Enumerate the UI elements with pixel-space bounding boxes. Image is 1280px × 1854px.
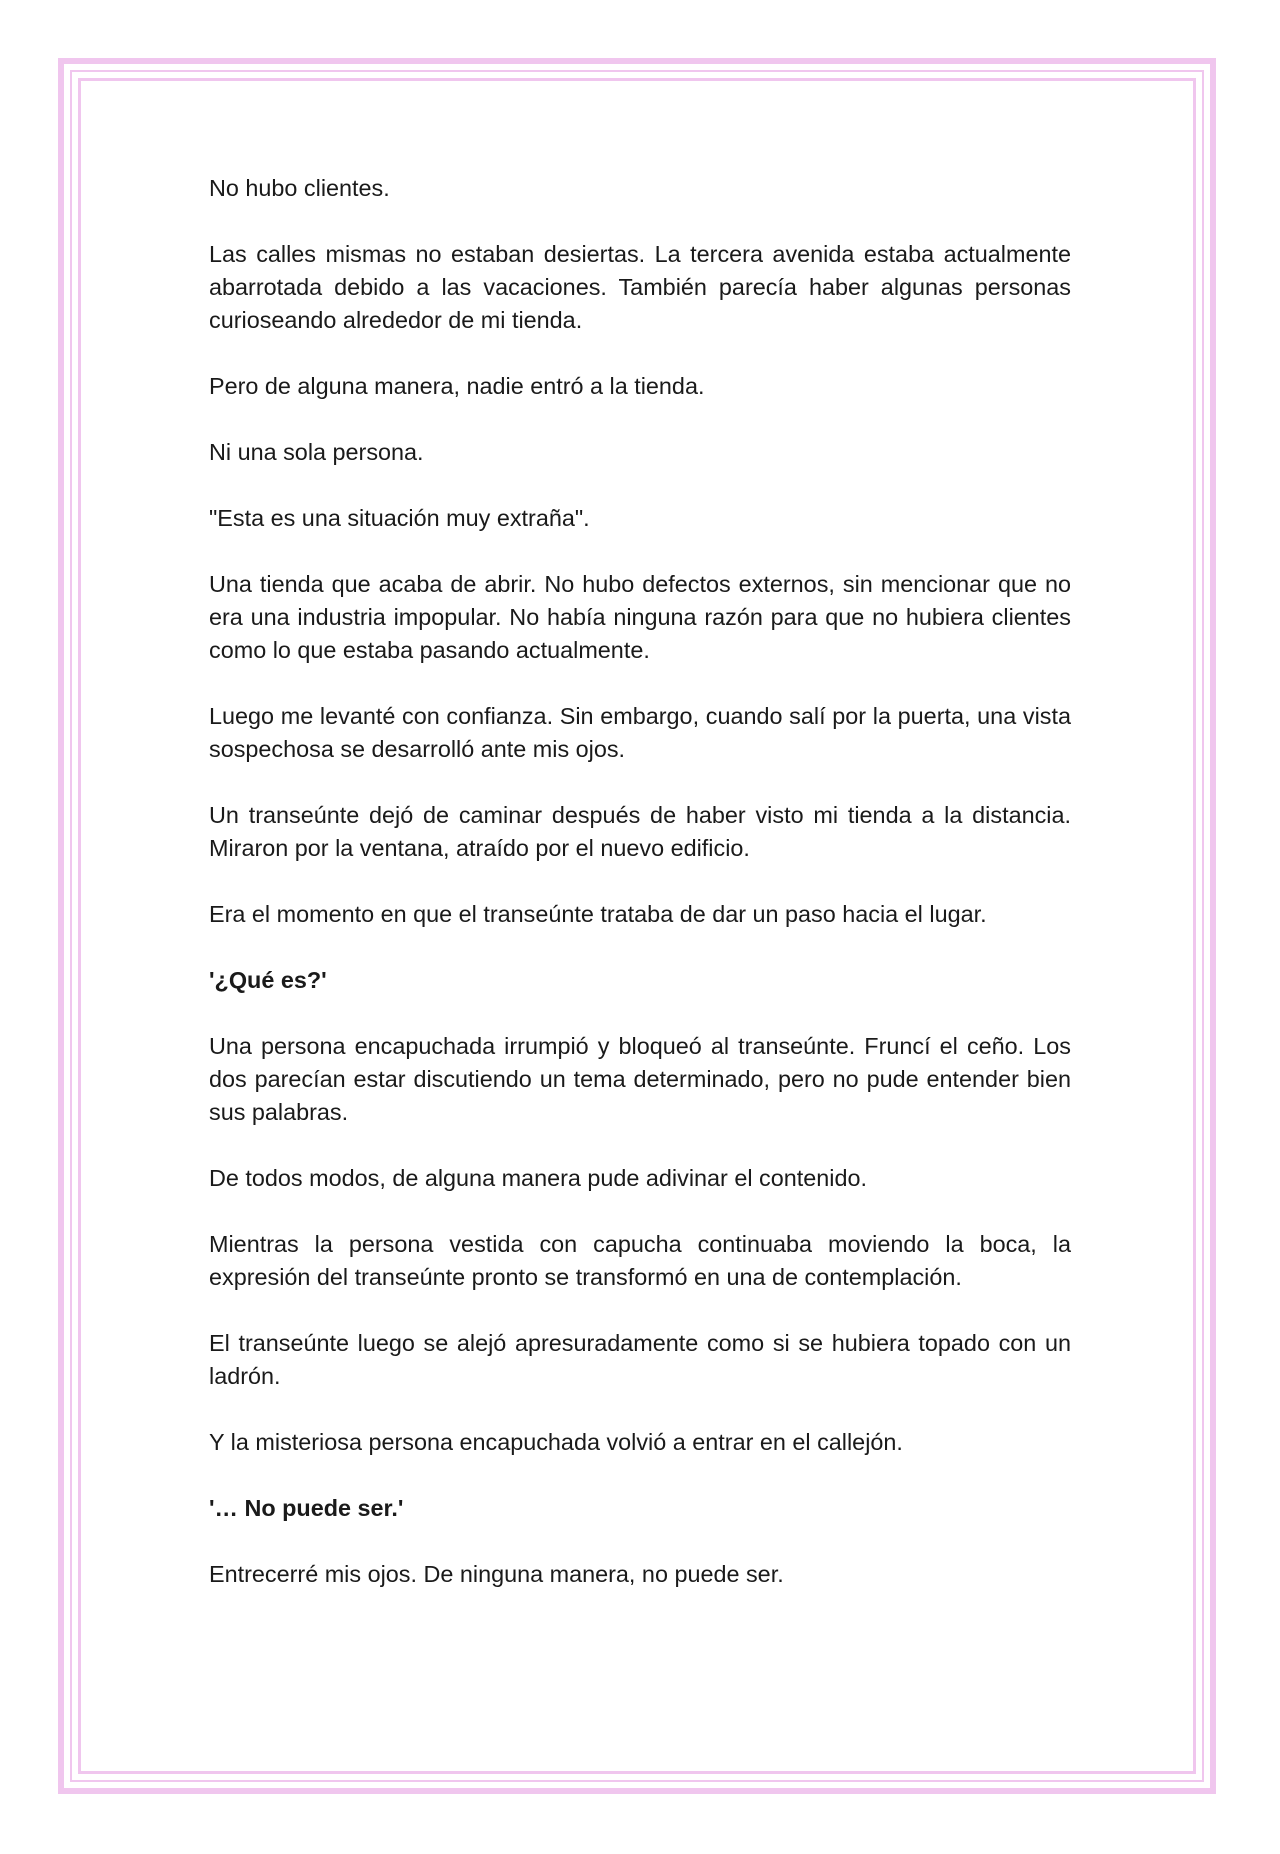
paragraph: Y la misteriosa persona encapuchada volvió a entrar en el callejón. bbox=[209, 1429, 903, 1455]
paragraph: Mientras la persona vestida con capucha continuaba moviendo la boca, la expresión del transeúnte pronto se transformó en una de contemplación. bbox=[209, 1231, 1071, 1290]
paragraph: Un transeúnte dejó de caminar después de haber visto mi tienda a la distancia. Miraron por la ventana, atraído por el nuevo edificio. bbox=[209, 802, 1071, 861]
paragraph: Las calles mismas no estaban desiertas. La tercera avenida estaba actualmente abarrotada debido a las vacaciones. También parecía haber algunas personas curioseando alrededor de mi tienda. bbox=[209, 241, 1071, 333]
paragraph: El transeúnte luego se alejó apresuradamente como si se hubiera topado con un ladrón. bbox=[209, 1330, 1071, 1389]
paragraph: De todos modos, de alguna manera pude adivinar el contenido. bbox=[209, 1165, 867, 1191]
thought-paragraph: '¿Qué es?' bbox=[209, 967, 327, 993]
paragraph: Entrecerré mis ojos. De ninguna manera, no puede ser. bbox=[209, 1561, 784, 1587]
paragraph: "Esta es una situación muy extraña". bbox=[209, 505, 590, 531]
paragraph: No hubo clientes. bbox=[209, 175, 390, 201]
paragraph: Ni una sola persona. bbox=[209, 439, 424, 465]
paragraph: Luego me levanté con confianza. Sin embargo, cuando salí por la puerta, una vista sospechosa se desarrolló ante mis ojos. bbox=[209, 703, 1071, 762]
paragraph: Una persona encapuchada irrumpió y bloqueó al transeúnte. Fruncí el ceño. Los dos parecían estar discutiendo un tema determinado, pero no pude entender bien sus palabras. bbox=[209, 1033, 1071, 1125]
body-text bbox=[209, 172, 1071, 1624]
paragraph: Era el momento en que el transeúnte trataba de dar un paso hacia el lugar. bbox=[209, 901, 987, 927]
paragraph: Pero de alguna manera, nadie entró a la tienda. bbox=[209, 373, 705, 399]
thought-paragraph: '… No puede ser.' bbox=[209, 1495, 404, 1521]
paragraph: Una tienda que acaba de abrir. No hubo defectos externos, sin mencionar que no era una industria impopular. No había ninguna razón para que no hubiera clientes como lo que estaba pasando actualmente. bbox=[209, 571, 1071, 663]
